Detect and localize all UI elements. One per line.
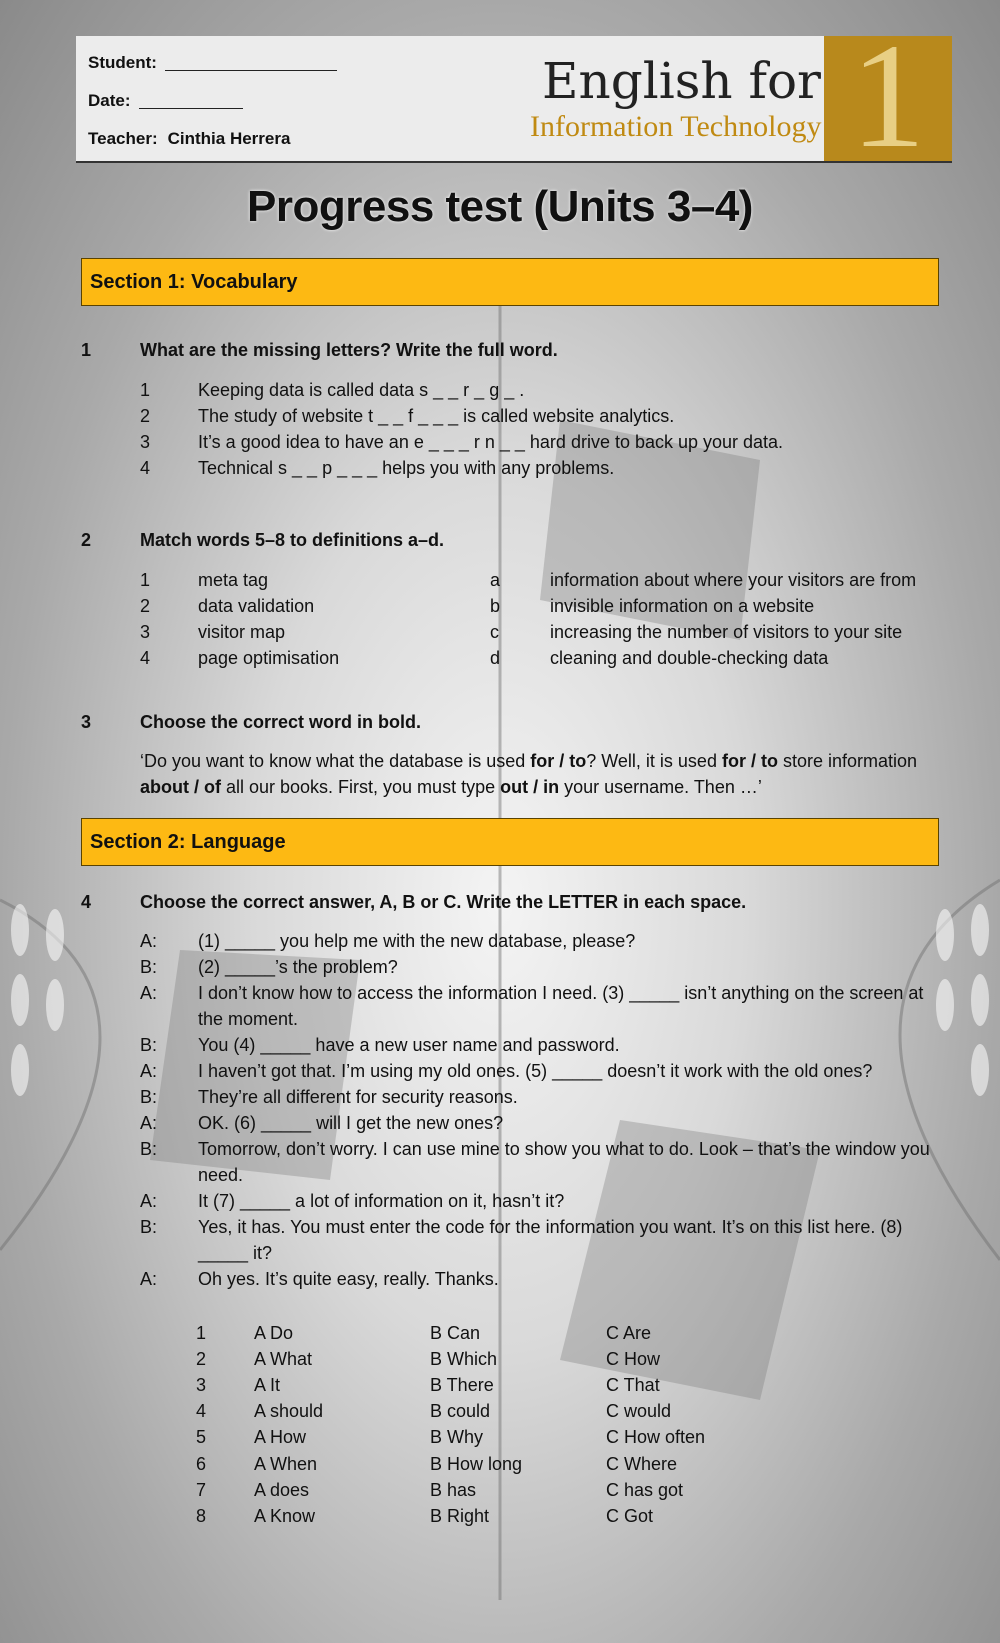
dialogue-line <box>140 928 940 954</box>
option-number: 2 <box>196 1348 207 1369</box>
paragraph-text: ? Well, it is used <box>586 751 722 771</box>
question-1-prompt: What are the missing letters? Write the full word. <box>140 340 558 360</box>
brand-subtitle: Information Technology <box>530 110 822 143</box>
question-3-number: 3 <box>81 712 92 732</box>
speaker: B: <box>140 1139 158 1159</box>
option-a: A Know <box>254 1505 316 1526</box>
question-2-prompt: Match words 5–8 to definitions a–d. <box>140 530 445 550</box>
section-2-header: Section 2: Language <box>81 818 939 866</box>
list-item-number: 1 <box>140 380 151 400</box>
match-definition: increasing the number of visitors to your site <box>550 622 903 642</box>
option-a: A How <box>254 1427 307 1448</box>
question-1-number: 1 <box>81 340 92 360</box>
list-item-number: 3 <box>140 432 151 452</box>
match-word: meta tag <box>198 570 269 590</box>
choice-for-to-1[interactable]: for / to <box>530 751 587 771</box>
speaker: B: <box>140 1087 158 1107</box>
option-b: B Right <box>430 1505 490 1526</box>
option-c: C has got <box>606 1479 684 1500</box>
dialogue-line <box>140 1214 940 1266</box>
speaker: B: <box>140 957 158 977</box>
match-number: 4 <box>140 648 151 668</box>
option-c: C Got <box>606 1505 654 1526</box>
dialogue-text: Tomorrow, don’t worry. I can use mine to show you what to do. Look – that’s the window you need. <box>198 1139 930 1185</box>
dialogue-line <box>140 1084 940 1110</box>
dialogue-text: (2) _____’s the problem? <box>198 957 398 977</box>
speaker: A: <box>140 1269 158 1289</box>
section-1-header: Section 1: Vocabulary <box>81 258 939 306</box>
match-definition: invisible information on a website <box>550 596 815 616</box>
speaker: A: <box>140 931 158 951</box>
dialogue-text: You (4) _____ have a new user name and password. <box>198 1035 620 1055</box>
list-item-number: 2 <box>140 406 151 426</box>
list-item: Technical s _ _ p _ _ _ helps you with any problems. <box>198 458 615 478</box>
speaker: A: <box>140 1061 158 1081</box>
match-word: visitor map <box>198 622 286 642</box>
option-c: C would <box>606 1401 672 1422</box>
dialogue-line <box>140 1110 940 1136</box>
list-item: It’s a good idea to have an e _ _ _ r n _ _ hard drive to back up your data. <box>198 432 784 452</box>
match-letter: a <box>490 570 501 590</box>
option-row <box>196 1503 756 1529</box>
option-c: C Where <box>606 1453 678 1474</box>
paragraph-text: your username. Then …’ <box>559 777 762 797</box>
option-row <box>196 1451 756 1477</box>
dialogue <box>140 928 940 1292</box>
worksheet-header <box>76 12 952 179</box>
option-b: B Can <box>430 1322 481 1343</box>
question-4-number: 4 <box>81 892 92 912</box>
choice-about-of[interactable]: about / of <box>140 777 221 797</box>
date-line[interactable] <box>139 94 243 109</box>
option-number: 7 <box>196 1479 207 1500</box>
option-a: A Do <box>254 1322 294 1343</box>
dialogue-line <box>140 1058 940 1084</box>
speaker: A: <box>140 1113 158 1133</box>
match-definition: cleaning and double-checking data <box>550 648 829 668</box>
option-row <box>196 1477 756 1503</box>
dialogue-line <box>140 954 940 980</box>
option-row <box>196 1346 756 1372</box>
dialogue-text: (1) _____ you help me with the new database, please? <box>198 931 636 951</box>
match-word: data validation <box>198 596 315 616</box>
dialogue-line <box>140 1032 940 1058</box>
teacher-name: Cinthia Herrera <box>167 129 291 148</box>
paragraph-text: store information <box>777 751 918 771</box>
list-item-number: 4 <box>140 458 151 478</box>
question-4-prompt: Choose the correct answer, A, B or C. Write the LETTER in each space. <box>140 892 747 912</box>
dialogue-text: OK. (6) _____ will I get the new ones? <box>198 1113 504 1133</box>
speaker: A: <box>140 1191 158 1211</box>
option-number: 4 <box>196 1401 207 1422</box>
dialogue-text: Oh yes. It’s quite easy, really. Thanks. <box>198 1269 499 1289</box>
match-definition: information about where your visitors are from <box>550 570 917 590</box>
dialogue-text: Yes, it has. You must enter the code for the information you want. It’s on this list here. (8) _____ it? <box>198 1217 903 1263</box>
option-number: 5 <box>196 1427 207 1448</box>
question-3-prompt: Choose the correct word in bold. <box>140 712 422 732</box>
option-a: A What <box>254 1348 313 1369</box>
option-row <box>196 1425 756 1451</box>
match-letter: c <box>490 622 499 642</box>
choice-out-in[interactable]: out / in <box>500 777 560 797</box>
option-number: 3 <box>196 1374 207 1395</box>
page-title: Progress test (Units 3–4) <box>247 182 753 231</box>
student-label: Student: <box>88 53 157 72</box>
option-row <box>196 1399 756 1425</box>
level-badge <box>824 12 952 179</box>
option-b: B Which <box>430 1348 498 1369</box>
option-row <box>196 1320 756 1346</box>
dialogue-text: They’re all different for security reasons. <box>198 1087 518 1107</box>
option-a: A does <box>254 1479 310 1500</box>
match-number: 3 <box>140 622 151 642</box>
speaker: B: <box>140 1217 158 1237</box>
list-item: The study of website t _ _ f _ _ _ is called website analytics. <box>198 406 675 426</box>
option-b: B There <box>430 1374 494 1395</box>
level-number: 1 <box>850 12 926 179</box>
choice-for-to-2[interactable]: for / to <box>721 751 778 771</box>
match-number: 1 <box>140 570 151 590</box>
option-b: B could <box>430 1401 491 1422</box>
option-number: 6 <box>196 1453 207 1474</box>
date-label: Date: <box>88 91 131 110</box>
dialogue-text: I don’t know how to access the information I need. (3) _____ isn’t anything on the screen at the moment. <box>198 983 924 1029</box>
question-3-paragraph <box>140 748 930 800</box>
dialogue-line <box>140 1136 940 1188</box>
student-info <box>88 44 337 158</box>
dialogue-line <box>140 1188 940 1214</box>
option-c: C How <box>606 1348 661 1369</box>
student-name-line[interactable] <box>165 56 337 71</box>
dialogue-line <box>140 1266 940 1292</box>
match-letter: d <box>490 648 501 668</box>
speaker: A: <box>140 983 158 1003</box>
question-2-number: 2 <box>81 530 92 550</box>
option-number: 1 <box>196 1322 207 1343</box>
option-b: B How long <box>430 1453 523 1474</box>
teacher-label: Teacher: <box>88 129 158 148</box>
paragraph-text: ‘Do you want to know what the database is used <box>140 751 531 771</box>
match-number: 2 <box>140 596 151 616</box>
option-c: C How often <box>606 1427 706 1448</box>
match-word: page optimisation <box>198 648 340 668</box>
option-c: C Are <box>606 1322 652 1343</box>
dialogue-text: It (7) _____ a lot of information on it, hasn’t it? <box>198 1191 565 1211</box>
option-a: A It <box>254 1374 281 1395</box>
option-a: A When <box>254 1453 318 1474</box>
speaker: B: <box>140 1035 158 1055</box>
dialogue-line <box>140 980 940 1032</box>
dialogue-text: I haven’t got that. I’m using my old ones. (5) _____ doesn’t it work with the old ones? <box>198 1061 873 1081</box>
option-b: B Why <box>430 1427 484 1448</box>
paragraph-text: all our books. First, you must type <box>220 777 501 797</box>
brand-title: English for <box>542 52 821 110</box>
option-number: 8 <box>196 1505 207 1526</box>
list-item: Keeping data is called data s _ _ r _ g _ . <box>198 380 525 400</box>
option-row <box>196 1372 756 1398</box>
option-c: C That <box>606 1374 660 1395</box>
option-a: A should <box>254 1401 324 1422</box>
match-letter: b <box>490 596 501 616</box>
answer-options <box>196 1320 756 1530</box>
option-b: B has <box>430 1479 477 1500</box>
